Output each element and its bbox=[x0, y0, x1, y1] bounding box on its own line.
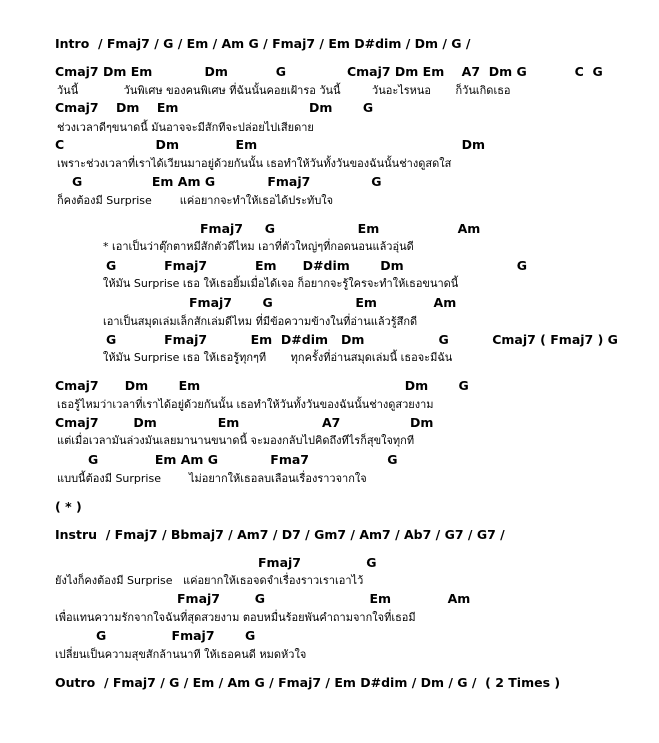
chorus-repeat-mark: ( * ) bbox=[55, 499, 82, 514]
verse2-lyric-3: แบบนี้ต้องมี Surprise ไม่อยากให้เธอลบเลือนเรื่องราวจากใจ bbox=[57, 472, 367, 485]
verse1-chords-4: G Em Am G Fmaj7 G bbox=[72, 174, 382, 189]
bridge-chords-2: Fmaj7 G Em Am bbox=[177, 591, 471, 606]
verse1-chords-3: C Dm Em Dm bbox=[55, 137, 486, 152]
bridge-chords-1: Fmaj7 G bbox=[258, 555, 377, 570]
instrumental-line: Instru / Fmaj7 / Bbmaj7 / Am7 / D7 / Gm7 / Am7 / Ab7 / G7 / G7 / bbox=[55, 527, 505, 542]
verse2-chords-2: Cmaj7 Dm Em A7 Dm bbox=[55, 415, 434, 430]
chorus-chords-3: Fmaj7 G Em Am bbox=[189, 295, 457, 310]
verse2-lyric-1: เธอรู้ไหมว่าเวลาที่เราได้อยู่ด้วยกันนั้น เธอทำให้วันทั้งวันของฉันนั้นช่างดูสวยงาม bbox=[57, 398, 434, 411]
bridge-chords-3: G Fmaj7 G bbox=[96, 628, 256, 643]
verse1-chords-1: Cmaj7 Dm Em Dm G Cmaj7 Dm Em A7 Dm G C G bbox=[55, 64, 603, 79]
verse1-lyric-1: วันนี้ วันพิเศษ ของคนพิเศษ ที่ฉันนั้นคอยเฝ้ารอ วันนี้ วันอะไรหนอ ก็วันเกิดเธอ bbox=[57, 84, 511, 97]
chorus-chords-2: G Fmaj7 Em D#dim Dm G bbox=[106, 258, 528, 273]
verse1-chords-2: Cmaj7 Dm Em Dm G bbox=[55, 100, 374, 115]
intro-line: Intro / Fmaj7 / G / Em / Am G / Fmaj7 / Em D#dim / Dm / G / bbox=[55, 36, 471, 51]
chorus-chords-4: G Fmaj7 Em D#dim Dm G Cmaj7 ( Fmaj7 ) G bbox=[106, 332, 618, 347]
bridge-lyric-3: เปลี่ยนเป็นความสุขสักล้านนาที ให้เธอคนดี หมดหัวใจ bbox=[55, 648, 307, 661]
chorus-chords-1: Fmaj7 G Em Am bbox=[200, 221, 481, 236]
outro-line: Outro / Fmaj7 / G / Em / Am G / Fmaj7 / Em D#dim / Dm / G / ( 2 Times ) bbox=[55, 675, 561, 690]
verse1-lyric-2: ช่วงเวลาดีๆขนาดนี้ มันอาจจะมีสักทีจะปล่อยไปเสียดาย bbox=[57, 121, 314, 134]
bridge-lyric-1: ยังไงก็คงต้องมี Surprise แค่อยากให้เธอจดจำเรื่องราวเราเอาไว้ bbox=[55, 574, 364, 587]
verse2-chords-1: Cmaj7 Dm Em Dm G bbox=[55, 378, 469, 393]
verse1-lyric-3: เพราะช่วงเวลาที่เราได้เวียนมาอยู่ด้วยกันนั้น เธอทำให้วันทั้งวันของฉันนั้นช่างดูสดใส bbox=[57, 157, 452, 170]
chorus-lyric-3: เอาเป็นสมุดเล่มเล็กสักเล่มดีไหม ที่มีข้อความข้างในที่อ่านแล้วรู้สึกดี bbox=[103, 315, 418, 328]
verse1-lyric-4: ก็คงต้องมี Surprise แค่อยากจะทำให้เธอได้ประทับใจ bbox=[57, 194, 334, 207]
chorus-lyric-4: ให้มัน Surprise เธอ ให้เธอรู้ทุกๆที ทุกครั้งที่อ่านสมุดเล่มนี้ เธอจะมีฉัน bbox=[103, 351, 453, 364]
chorus-lyric-1: * เอาเป็นว่าตุ๊กตาหมีสักตัวดีไหม เอาที่ตัวใหญ่ๆที่กอดนอนแล้วอุ่นดี bbox=[103, 240, 414, 253]
verse2-chords-3: G Em Am G Fma7 G bbox=[88, 452, 398, 467]
bridge-lyric-2: เพื่อแทนความรักจากใจฉันที่สุดสวยงาม ตอบหมื่นร้อยพันคำถามจากใจที่เธอมี bbox=[55, 611, 416, 624]
chorus-lyric-2: ให้มัน Surprise เธอ ให้เธอยิ้มเมื่อได้เจอ ก็อยากจะรู้ใครจะทำให้เธอขนาดนี้ bbox=[103, 277, 459, 290]
verse2-lyric-2: แต่เมื่อเวลามันล่วงมันเลยมานานขนาดนี้ จะมองกลับไปคิดถึงทีไรก็สุขใจทุกที bbox=[57, 434, 415, 447]
